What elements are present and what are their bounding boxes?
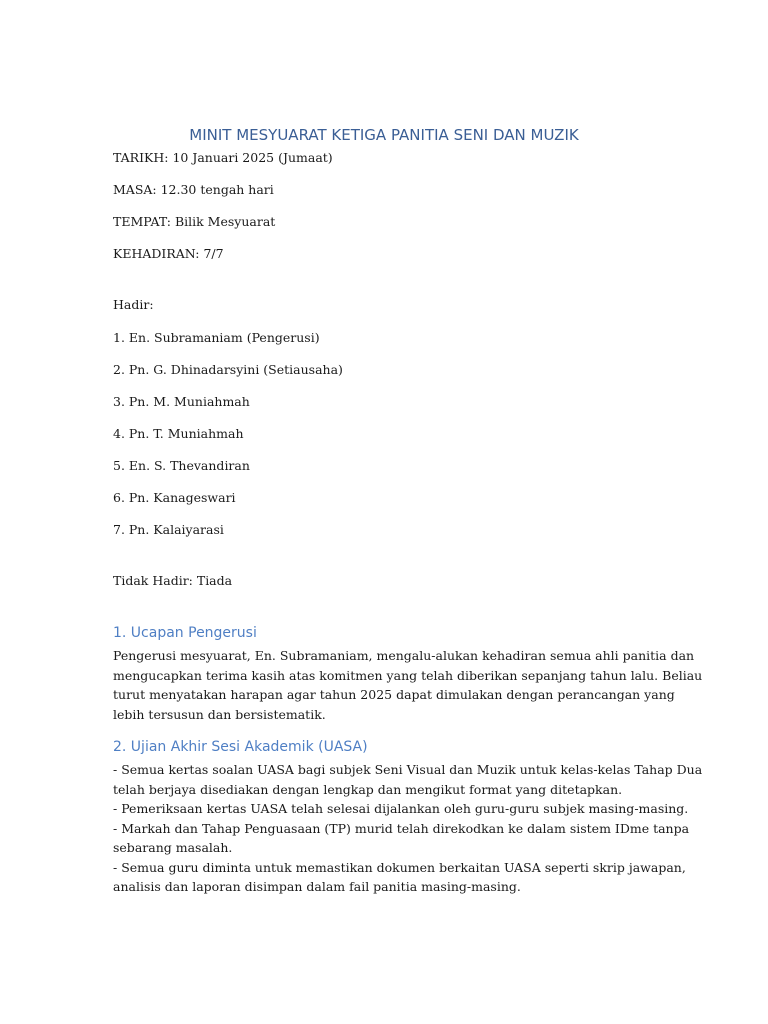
paragraph-line: - Markah dan Tahap Penguasaan (TP) murid telah direkodkan ke dalam sistem IDme tanpa — [113, 820, 690, 836]
section-body-uasa — [113, 760, 703, 897]
attendee-item: 6. Pn. Kanageswari — [113, 490, 236, 505]
paragraph-line: turut menyatakan harapan agar tahun 2025 dapat dimulakan dengan perancangan yang — [113, 687, 675, 702]
attendee-item: 4. Pn. T. Muniahmah — [113, 426, 244, 441]
section-heading-opening-speech: 1. Ucapan Pengerusi — [113, 625, 257, 641]
attendee-item: 2. Pn. G. Dhinadarsyini (Setiausaha) — [113, 362, 343, 377]
meta-attendance: KEHADIRAN: 7/7 — [113, 246, 224, 261]
paragraph-line: mengucapkan terima kasih atas komitmen yang telah diberikan sepanjang tahun lalu. Beliau — [113, 667, 703, 683]
paragraph-line: Pengerusi mesyuarat, En. Subramaniam, mengalu-alukan kehadiran semua ahli panitia dan — [113, 648, 695, 663]
meta-time: MASA: 12.30 tengah hari — [113, 182, 274, 197]
absent-line: Tidak Hadir: Tiada — [113, 573, 233, 588]
paragraph-line: - Semua kertas soalan UASA bagi subjek Seni Visual dan Muzik untuk kelas-kelas Tahap Dua — [113, 762, 703, 777]
attendee-item: 3. Pn. M. Muniahmah — [113, 394, 250, 409]
paragraph-line: - Semua guru diminta untuk memastikan dokumen berkaitan UASA seperti skrip jawapan, — [113, 859, 686, 875]
paragraph-line: lebih tersusun dan bersistematik. — [113, 706, 326, 722]
present-label: Hadir: — [113, 297, 154, 312]
paragraph-line: - Pemeriksaan kertas UASA telah selesai dijalankan oleh guru-guru subjek masing-masing. — [113, 801, 689, 816]
meta-venue: TEMPAT: Bilik Mesyuarat — [113, 214, 276, 229]
document-title: MINIT MESYUARAT KETIGA PANITIA SENI DAN MUZIK — [189, 126, 579, 144]
attendee-item: 7. Pn. Kalaiyarasi — [113, 522, 224, 537]
section-body-opening-speech — [113, 646, 703, 724]
attendee-item: 1. En. Subramaniam (Pengerusi) — [113, 330, 320, 345]
meta-date: TARIKH: 10 Januari 2025 (Jumaat) — [113, 150, 333, 165]
paragraph-line: telah berjaya disediakan dengan lengkap dan mengikut format yang ditetapkan. — [113, 781, 623, 797]
paragraph-line: analisis dan laporan disimpan dalam fail panitia masing-masing. — [113, 879, 521, 894]
section-heading-uasa: 2. Ujian Akhir Sesi Akademik (UASA) — [113, 739, 368, 755]
attendee-item: 5. En. S. Thevandiran — [113, 458, 250, 473]
paragraph-line: sebarang masalah. — [113, 840, 233, 855]
